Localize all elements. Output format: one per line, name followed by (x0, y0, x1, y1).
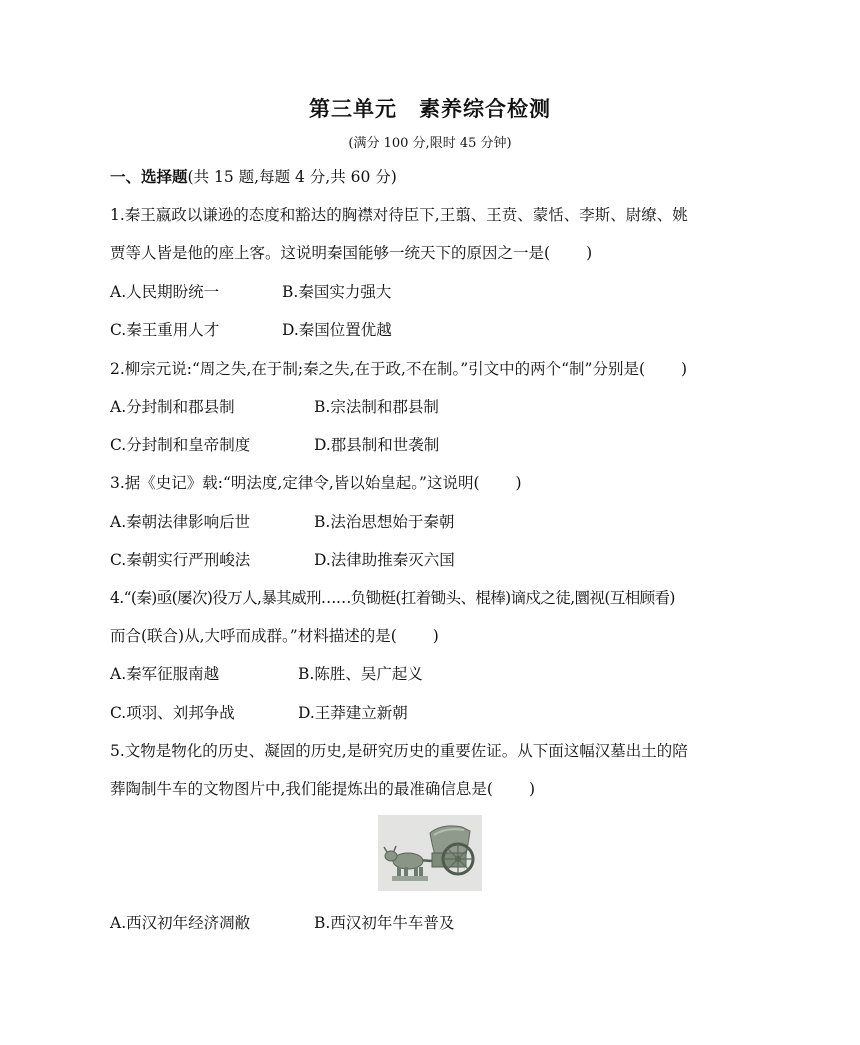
question-3-text: 3.据《史记》载:“明法度,定律令,皆以始皇起。”这说明( (110, 474, 480, 492)
question-2-text: 2.柳宗元说:“周之失,在于制;秦之失,在于政,不在制。”引文中的两个“制”分别是( (110, 360, 646, 378)
option-1a[interactable]: A.人民期盼统一 (110, 283, 220, 301)
section-note: (共 15 题,每题 4 分,共 60 分) (187, 168, 397, 186)
section-heading (110, 165, 397, 187)
answer-paren: ) (586, 244, 593, 262)
option-4b[interactable]: B.陈胜、吴广起义 (298, 665, 423, 683)
question-3-line-1 (110, 471, 522, 493)
question-4-line-2 (110, 624, 439, 646)
option-1d[interactable]: D.秦国位置优越 (282, 321, 392, 339)
option-3a[interactable]: A.秦朝法律影响后世 (110, 513, 251, 531)
question-4-line-1: 4.“(秦)亟(屡次)役万人,暴其威刑……负锄梃(扛着锄头、棍棒)谪戍之徒,圜视(互相顾看) (110, 589, 675, 607)
answer-paren: ) (515, 474, 522, 492)
question-1-line-1: 1.秦王嬴政以谦逊的态度和豁达的胸襟对待臣下,王翦、王贲、蒙恬、李斯、尉缭、姚 (110, 206, 688, 224)
question-4-text: 而合(联合)从,大呼而成群。”材料描述的是( (110, 627, 397, 645)
question-1-text: 贾等人皆是他的座上客。这说明秦国能够一统天下的原因之一是( (110, 244, 551, 262)
page-subtitle: (满分 100 分,限时 45 分钟) (348, 136, 512, 151)
option-2c[interactable]: C.分封制和皇帝制度 (110, 436, 251, 454)
option-3d[interactable]: D.法律助推秦灭六国 (314, 551, 455, 569)
question-2-line-1 (110, 357, 687, 379)
answer-paren: ) (528, 780, 536, 798)
question-5-line-2 (110, 777, 535, 799)
pottery-ox-cart-image (378, 815, 482, 891)
question-1-line-2 (110, 241, 592, 263)
option-3c[interactable]: C.秦朝实行严刑峻法 (110, 551, 251, 569)
option-5b[interactable]: B.西汉初年牛车普及 (314, 914, 455, 932)
question-5-line-1: 5.文物是物化的历史、凝固的历史,是研究历史的重要佐证。从下面这幅汉墓出土的陪 (110, 742, 688, 760)
option-2b[interactable]: B.宗法制和郡县制 (314, 398, 439, 416)
option-1b[interactable]: B.秦国实力强大 (282, 283, 392, 301)
option-3b[interactable]: B.法治思想始于秦朝 (314, 513, 455, 531)
question-5-text: 葬陶制牛车的文物图片中,我们能提炼出的最准确信息是( (110, 780, 493, 798)
option-4c[interactable]: C.项羽、刘邦争战 (110, 704, 235, 722)
option-1c[interactable]: C.秦王重用人才 (110, 321, 220, 339)
option-2a[interactable]: A.分封制和郡县制 (110, 398, 235, 416)
page-title: 第三单元 素养综合检测 (309, 97, 551, 121)
answer-paren: ) (432, 627, 439, 645)
option-5a[interactable]: A.西汉初年经济凋敝 (110, 914, 251, 932)
answer-paren: ) (681, 360, 688, 378)
option-2d[interactable]: D.郡县制和世袭制 (314, 436, 440, 454)
option-4a[interactable]: A.秦军征服南越 (110, 665, 220, 683)
ox-cart-illustration (378, 815, 482, 891)
option-4d[interactable]: D.王莽建立新朝 (298, 704, 408, 722)
section-label: 一、选择题 (110, 168, 188, 186)
